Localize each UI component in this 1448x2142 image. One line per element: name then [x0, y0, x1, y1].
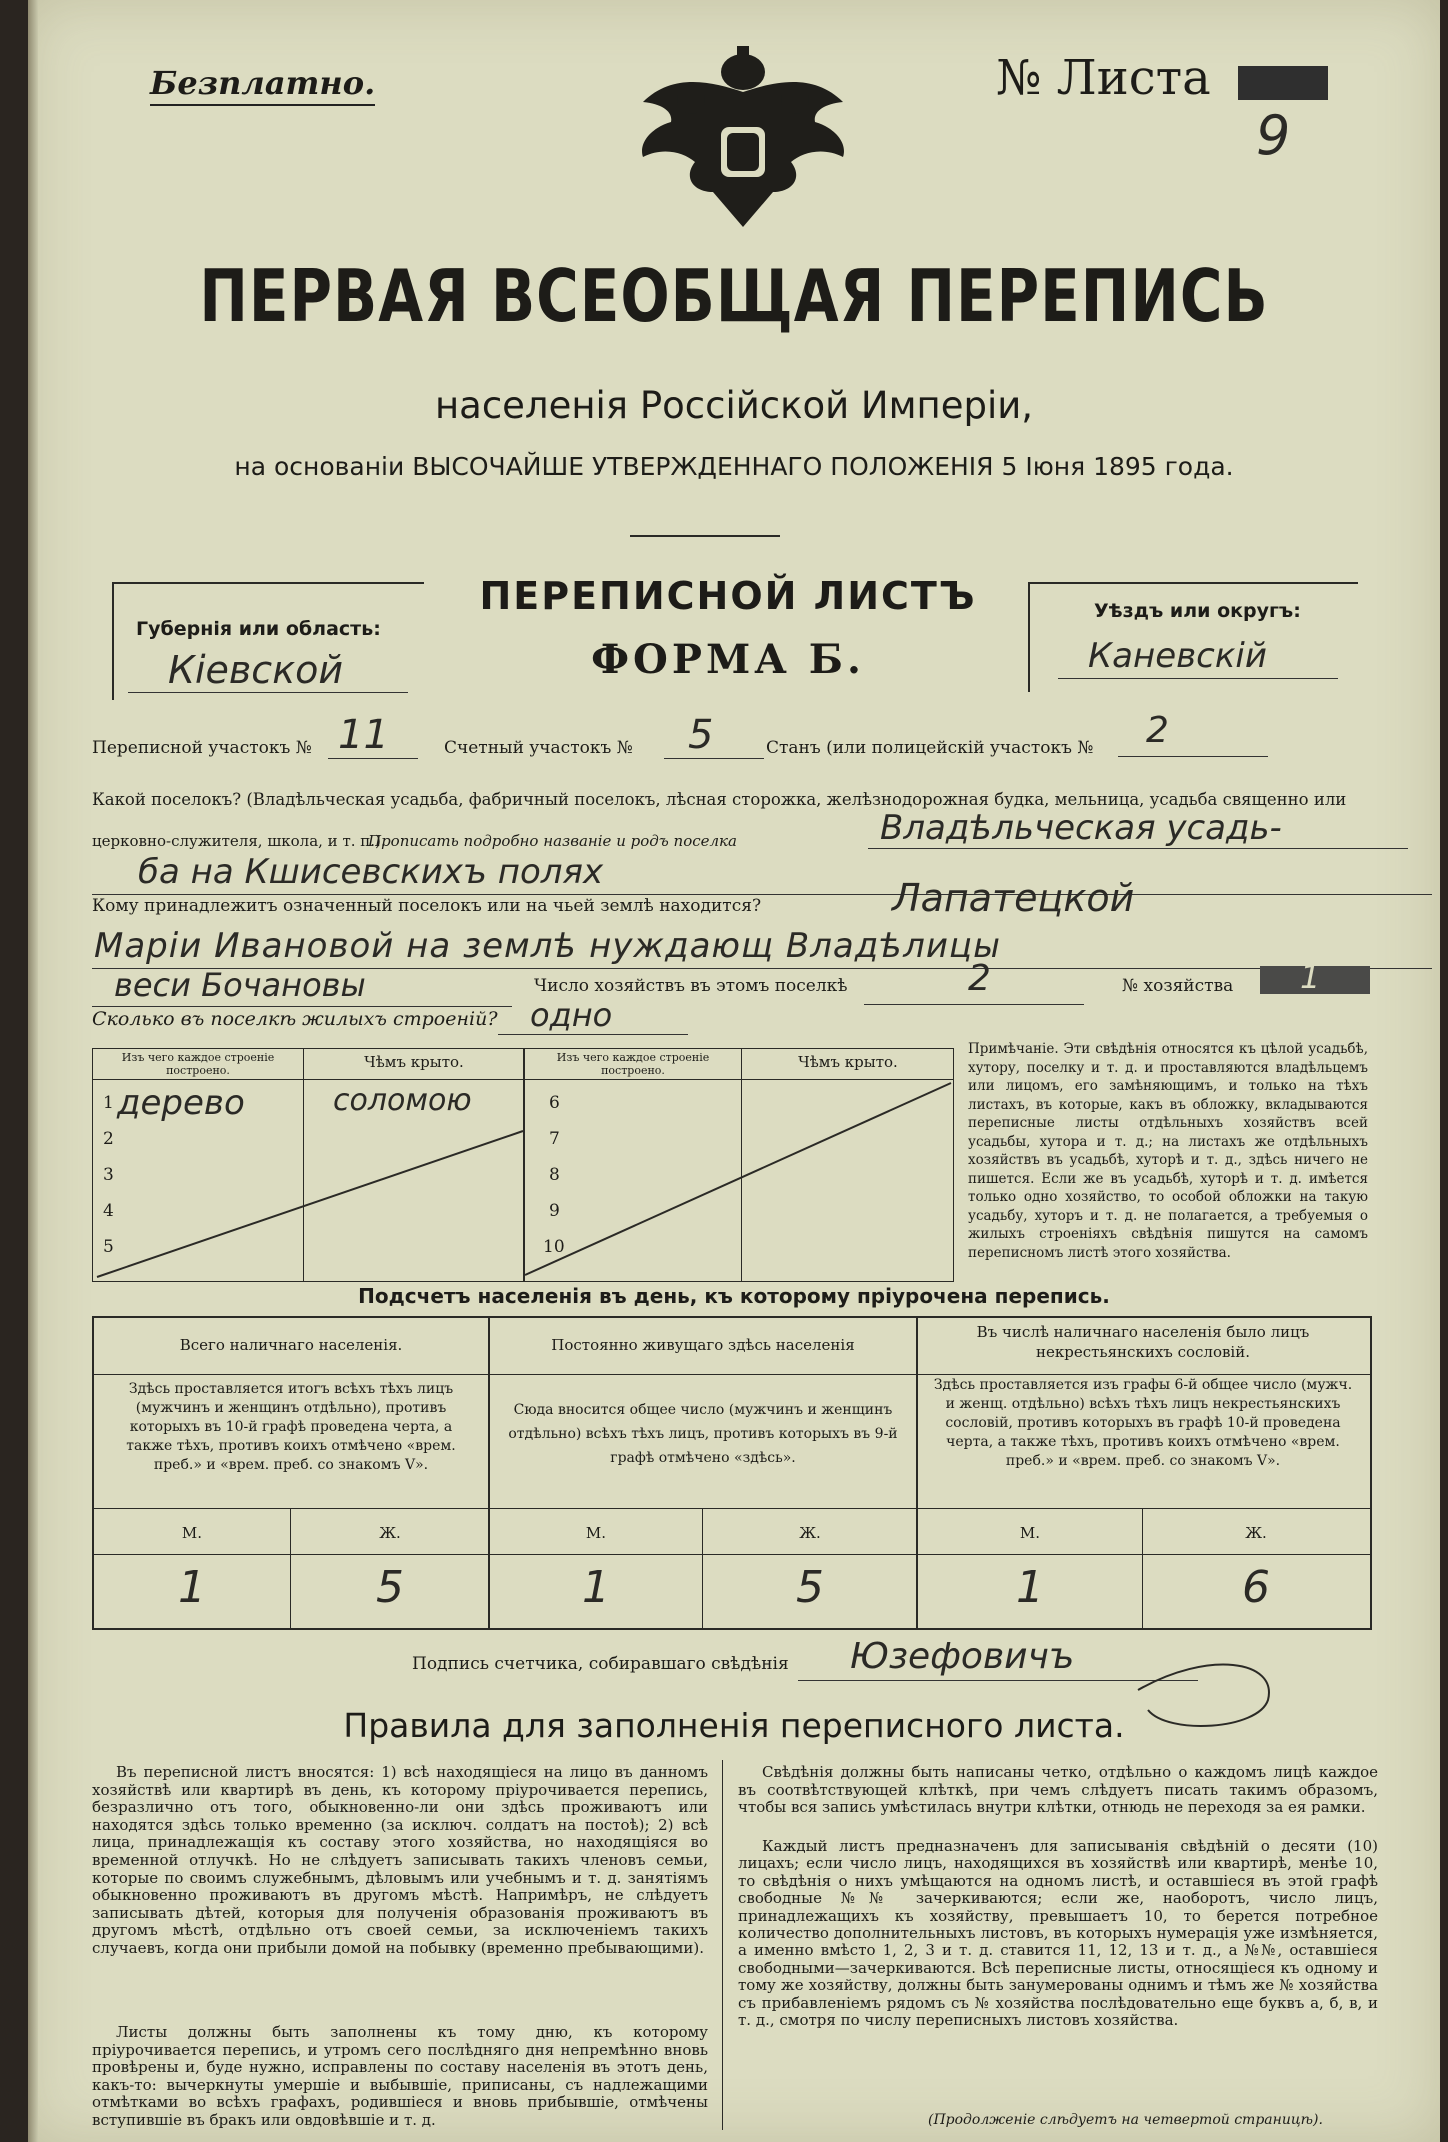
row-num-1: 1 [103, 1093, 114, 1113]
count-header-line [94, 1374, 1370, 1375]
count-col3-title: Въ числѣ наличнаго населенія было лицъ некрестьянскихъ сословій. [976, 1323, 1310, 1361]
count-col2-title: Постоянно живущаго здѣсь населенія [551, 1336, 855, 1354]
count-table [92, 1316, 1372, 1630]
buildings-col-roof-2: Чѣмъ крыто. [798, 1053, 898, 1071]
row-num-8: 8 [549, 1165, 560, 1185]
rules-divider [722, 1760, 723, 2130]
sheet-number-label: № Листа [996, 50, 1211, 106]
counting-district-label: Счетный участокъ № [444, 738, 633, 758]
settlement-value-1: Владѣльческая усадь- [880, 808, 1282, 848]
count-mf-line [94, 1554, 1370, 1555]
col1-f-value: 5 [376, 1562, 404, 1613]
sheet-number-hand: 9 [1256, 104, 1291, 167]
count-col1-title: Всего наличнаго населенія. [179, 1336, 403, 1354]
buildings-underline [498, 1034, 688, 1035]
form-title: ПЕРЕПИСНОЙ ЛИСТЪ [479, 574, 977, 618]
household-no-label: № хозяйства [1122, 976, 1234, 996]
double-headed-eagle-emblem [603, 42, 883, 232]
count-col2-desc: Сюда вносится общее число (мужчинъ и женщинъ отдѣльно) всѣхъ тѣхъ лицъ, противъ которыхъ въ 9-й графѣ отмѣчено «здѣсь». [508, 1402, 898, 1466]
household-no-value: 1 [1300, 958, 1321, 996]
rules-right-2: Каждый листъ предназначенъ для записыванія свѣдѣній о десяти (10) лицахъ; если число лицъ, находящихся въ хозяйствѣ или квартирѣ, менѣе 10, то свѣдѣнія о нихъ умѣщаются на одномъ листѣ, и оставшіеся въ этой графѣ свободные №№ зачеркиваются; если же, наоборотъ, число лицъ, принадлежащихъ къ хозяйству, превышаетъ 10, то берется потребное количество дополнительныхъ листовъ, въ которыхъ нумерація уже измѣняется, а именно вмѣсто 1, 2, 3 и т. д. ставится 11, 12, 13 и т. д., а №№, оставшіеся свободными—зачеркиваются. Всѣ переписные листы, относящіеся къ одному и тому же хозяйству, должны быть занумерованы однимъ и тѣмъ же № хозяйства съ прибавленіемъ рядомъ съ № хозяйства послѣдовательно еще буквъ а, б, в, и т. д., смотря по числу переписныхъ листовъ хозяйства. [738, 1837, 1378, 2030]
col2-m-label: М. [585, 1524, 607, 1542]
count-mf-div-2 [702, 1508, 703, 1628]
gubernia-value: Кіевской [168, 648, 344, 692]
row-num-2: 2 [103, 1129, 114, 1149]
free-label: Безплатно. [150, 64, 375, 106]
settlement-instruction: Прописать подробно названіе и родъ поселка [368, 832, 737, 850]
owner-value-2: Маріи Ивановой на землѣ нуждающ Владѣлицы [94, 926, 1001, 966]
row-num-10: 10 [543, 1237, 565, 1257]
settlement-underline-2 [92, 894, 1432, 895]
note-text: Примѣчаніе. Эти свѣдѣнія относятся къ цѣлой усадьбѣ, хутору, поселку и т. д. и проставляются владѣльцемъ или лицомъ, его замѣняющимъ, и только на тѣхъ листахъ, въ которые, какъ въ обложку, вкладываются переписные листы отдѣльныхъ хозяйствъ всей усадьбы, хутора и т. д.; на листахъ же отдѣльныхъ хозяйствъ въ усадьбѣ, хуторѣ и т. д., здѣсь ничего не пишется. Если же въ усадьбѣ, хуторѣ и т. д. имѣется только одно хозяйство, то особой обложки на такую усадьбу, хуторъ и т. д. не полагается, а требуемыя о жилыхъ строеніяхъ свѣдѣнія пишутся на самомъ переписномъ листѣ этого хозяйства. [968, 1041, 1368, 1261]
stan-underline [1118, 756, 1268, 757]
row-num-5: 5 [103, 1237, 114, 1257]
uezd-box-left [1028, 582, 1030, 692]
basis-line: на основаніи ВЫСОЧАЙШЕ УТВЕРЖДЕННАГО ПОЛОЖЕНІЯ 5 Іюня 1895 года. [234, 452, 1234, 481]
strike-out-lines [93, 1079, 953, 1281]
census-district-underline [328, 758, 418, 759]
households-underline [864, 1004, 1084, 1005]
building-1-roof: соломою [333, 1083, 472, 1118]
signature-label: Подпись счетчика, собиравшаго свѣдѣнія [412, 1654, 789, 1674]
col3-m-value: 1 [1016, 1562, 1044, 1613]
title-divider [630, 535, 780, 537]
col2-m-value: 1 [582, 1562, 610, 1613]
gubernia-underline [128, 692, 408, 693]
owner-question: Кому принадлежитъ означенный поселокъ или на чьей землѣ находится? [92, 896, 762, 916]
rules-heading: Правила для заполненія переписного листа. [343, 1706, 1125, 1745]
sheet-number-redaction [1238, 66, 1328, 100]
col3-m-label: М. [1019, 1524, 1041, 1542]
col1-m-value: 1 [178, 1562, 206, 1613]
buildings-col-material-2: Изъ чего каждое строеніе построено. [556, 1051, 710, 1077]
col2-f-label: Ж. [799, 1524, 821, 1542]
col3-f-value: 6 [1242, 1562, 1270, 1613]
count-mf-div-1 [290, 1508, 291, 1628]
uezd-box-top [1028, 582, 1358, 584]
rules-continued: (Продолженіе слѣдуетъ на четвертой страницѣ). [928, 2112, 1323, 2128]
buildings-value: одно [530, 996, 613, 1034]
gubernia-box-top [112, 582, 424, 584]
col3-f-label: Ж. [1245, 1524, 1267, 1542]
subtitle: населенія Россійской Имперіи, [434, 384, 1034, 427]
form-label: ФОРМА Б. [591, 636, 865, 683]
signature-value: Юзефовичъ [850, 1636, 1075, 1677]
gubernia-label: Губернія или область: [136, 618, 381, 640]
owner-underline-2 [92, 1006, 512, 1007]
census-sheet [28, 0, 1440, 2142]
row-num-7: 7 [549, 1129, 560, 1149]
count-col3-desc: Здѣсь проставляется изъ графы 6-й общее число (мужч. и женщ. отдѣльно) всѣхъ тѣхъ лицъ некрестьянскихъ сословій, противъ которыхъ въ графѣ 10-й проведена черта, а также тѣхъ, противъ коихъ отмѣчено «врем. преб.» и «врем. преб. со знакомъ V». [933, 1377, 1353, 1469]
census-district-value: 11 [338, 712, 389, 758]
settlement-question: Какой поселокъ? (Владѣльческая усадьба, фабричный поселокъ, лѣсная сторожка, желѣзнодорожная будка, мельница, усадьба священно или [92, 790, 1347, 809]
uezd-value: Каневскій [1088, 636, 1267, 676]
stan-label: Станъ (или полицейскій участокъ № [766, 738, 1094, 758]
building-1-material: дерево [117, 1083, 245, 1123]
buildings-col-material: Изъ чего каждое строеніе построено. [121, 1051, 275, 1077]
rules-left-2: Листы должны быть заполнены къ тому дню, къ которому пріурочивается перепись, и утромъ сего послѣдняго дня непремѣнно вновь провѣрены и, буде нужно, исправлены по составу населенія въ этотъ день, какъ-то: вычеркнуты умершіе и выбывшіе, приписаны, съ надлежащими отмѣтками во всѣхъ графахъ, родившіеся и вновь прибывшіе, отмѣчены вступившіе въ бракъ или овдовѣвшіе и т. д. [92, 2023, 708, 2129]
households-value: 2 [968, 958, 991, 999]
uezd-underline [1058, 678, 1338, 679]
rules-right-1: Свѣдѣнія должны быть написаны четко, отдѣльно о каждомъ лицѣ каждое въ соотвѣтствующей клѣткѣ, при чемъ слѣдуетъ писать такимъ образомъ, чтобы вся запись умѣстилась внутри клѣтки, отнюдь не переходя за ея рамки. [738, 1763, 1378, 1817]
counting-district-value: 5 [688, 712, 714, 758]
col1-m-label: М. [181, 1524, 203, 1542]
row-num-4: 4 [103, 1201, 114, 1221]
row-num-6: 6 [549, 1093, 560, 1113]
row-num-9: 9 [549, 1201, 560, 1221]
census-district-label: Переписной участокъ № [92, 738, 312, 758]
count-desc-line [94, 1508, 1370, 1509]
stan-value: 2 [1146, 710, 1169, 751]
uezd-label: Уѣздъ или округъ: [1094, 600, 1301, 622]
rules-left-1: Въ переписной листъ вносятся: 1) всѣ находящіеся на лицо въ данномъ хозяйствѣ или квартирѣ въ день, къ которому пріурочивается перепись, безразлично отъ того, обыкновенно-ли они здѣсь проживаютъ или находятся здѣсь только временно (за исключ. солдатъ на постоѣ); 2) всѣ лица, принадлежащія къ составу этого хозяйства, но находящіяся во временной отлучкѣ. Но не слѣдуетъ записывать такихъ членовъ семьи, которые по своимъ служебнымъ, дѣловымъ или учебнымъ и т. д. занятіямъ обыкновенно проживаютъ въ другомъ мѣстѣ. Напримѣръ, не слѣдуетъ записывать дѣтей, которыя для полученія образованія проживаютъ въ другомъ мѣстѣ, отдѣльно отъ своей семьи, за исключеніемъ такихъ случаевъ, когда они прибыли домой на побывку (временно пребывающими). [92, 1763, 708, 1957]
main-title: ПЕРВАЯ ВСЕОБЩАЯ ПЕРЕПИСЬ [199, 253, 1269, 339]
row-num-3: 3 [103, 1165, 114, 1185]
settlement-underline-1 [868, 848, 1408, 849]
col2-f-value: 5 [796, 1562, 824, 1613]
buildings-table [92, 1048, 954, 1282]
count-col1-desc: Здѣсь проставляется итогъ всѣхъ тѣхъ лицъ (мужчинъ и женщинъ отдѣльно), противъ которыхъ въ 10-й графѣ проведена черта, а также тѣхъ, противъ коихъ отмѣчено «врем. преб.» и «врем. преб. со знакомъ V». [126, 1381, 456, 1473]
counting-district-underline [664, 758, 764, 759]
settlement-question-2: церковно-служителя, школа, и т. п.). [92, 832, 386, 850]
gubernia-box-left [112, 582, 114, 700]
buildings-label: Сколько въ поселкѣ жилыхъ строеній? [92, 1008, 498, 1030]
owner-value-3: веси Бочановы [114, 966, 366, 1004]
owner-value-1: Лапатецкой [892, 876, 1135, 920]
buildings-col-roof: Чѣмъ крыто. [364, 1053, 464, 1071]
col1-f-label: Ж. [379, 1524, 401, 1542]
count-heading: Подсчетъ населенія въ день, къ которому пріурочена перепись. [358, 1284, 1110, 1308]
count-mf-div-3 [1142, 1508, 1143, 1628]
households-label: Число хозяйствъ въ этомъ поселкѣ [534, 976, 848, 996]
settlement-value-2: ба на Кшисевскихъ полях [138, 852, 604, 892]
